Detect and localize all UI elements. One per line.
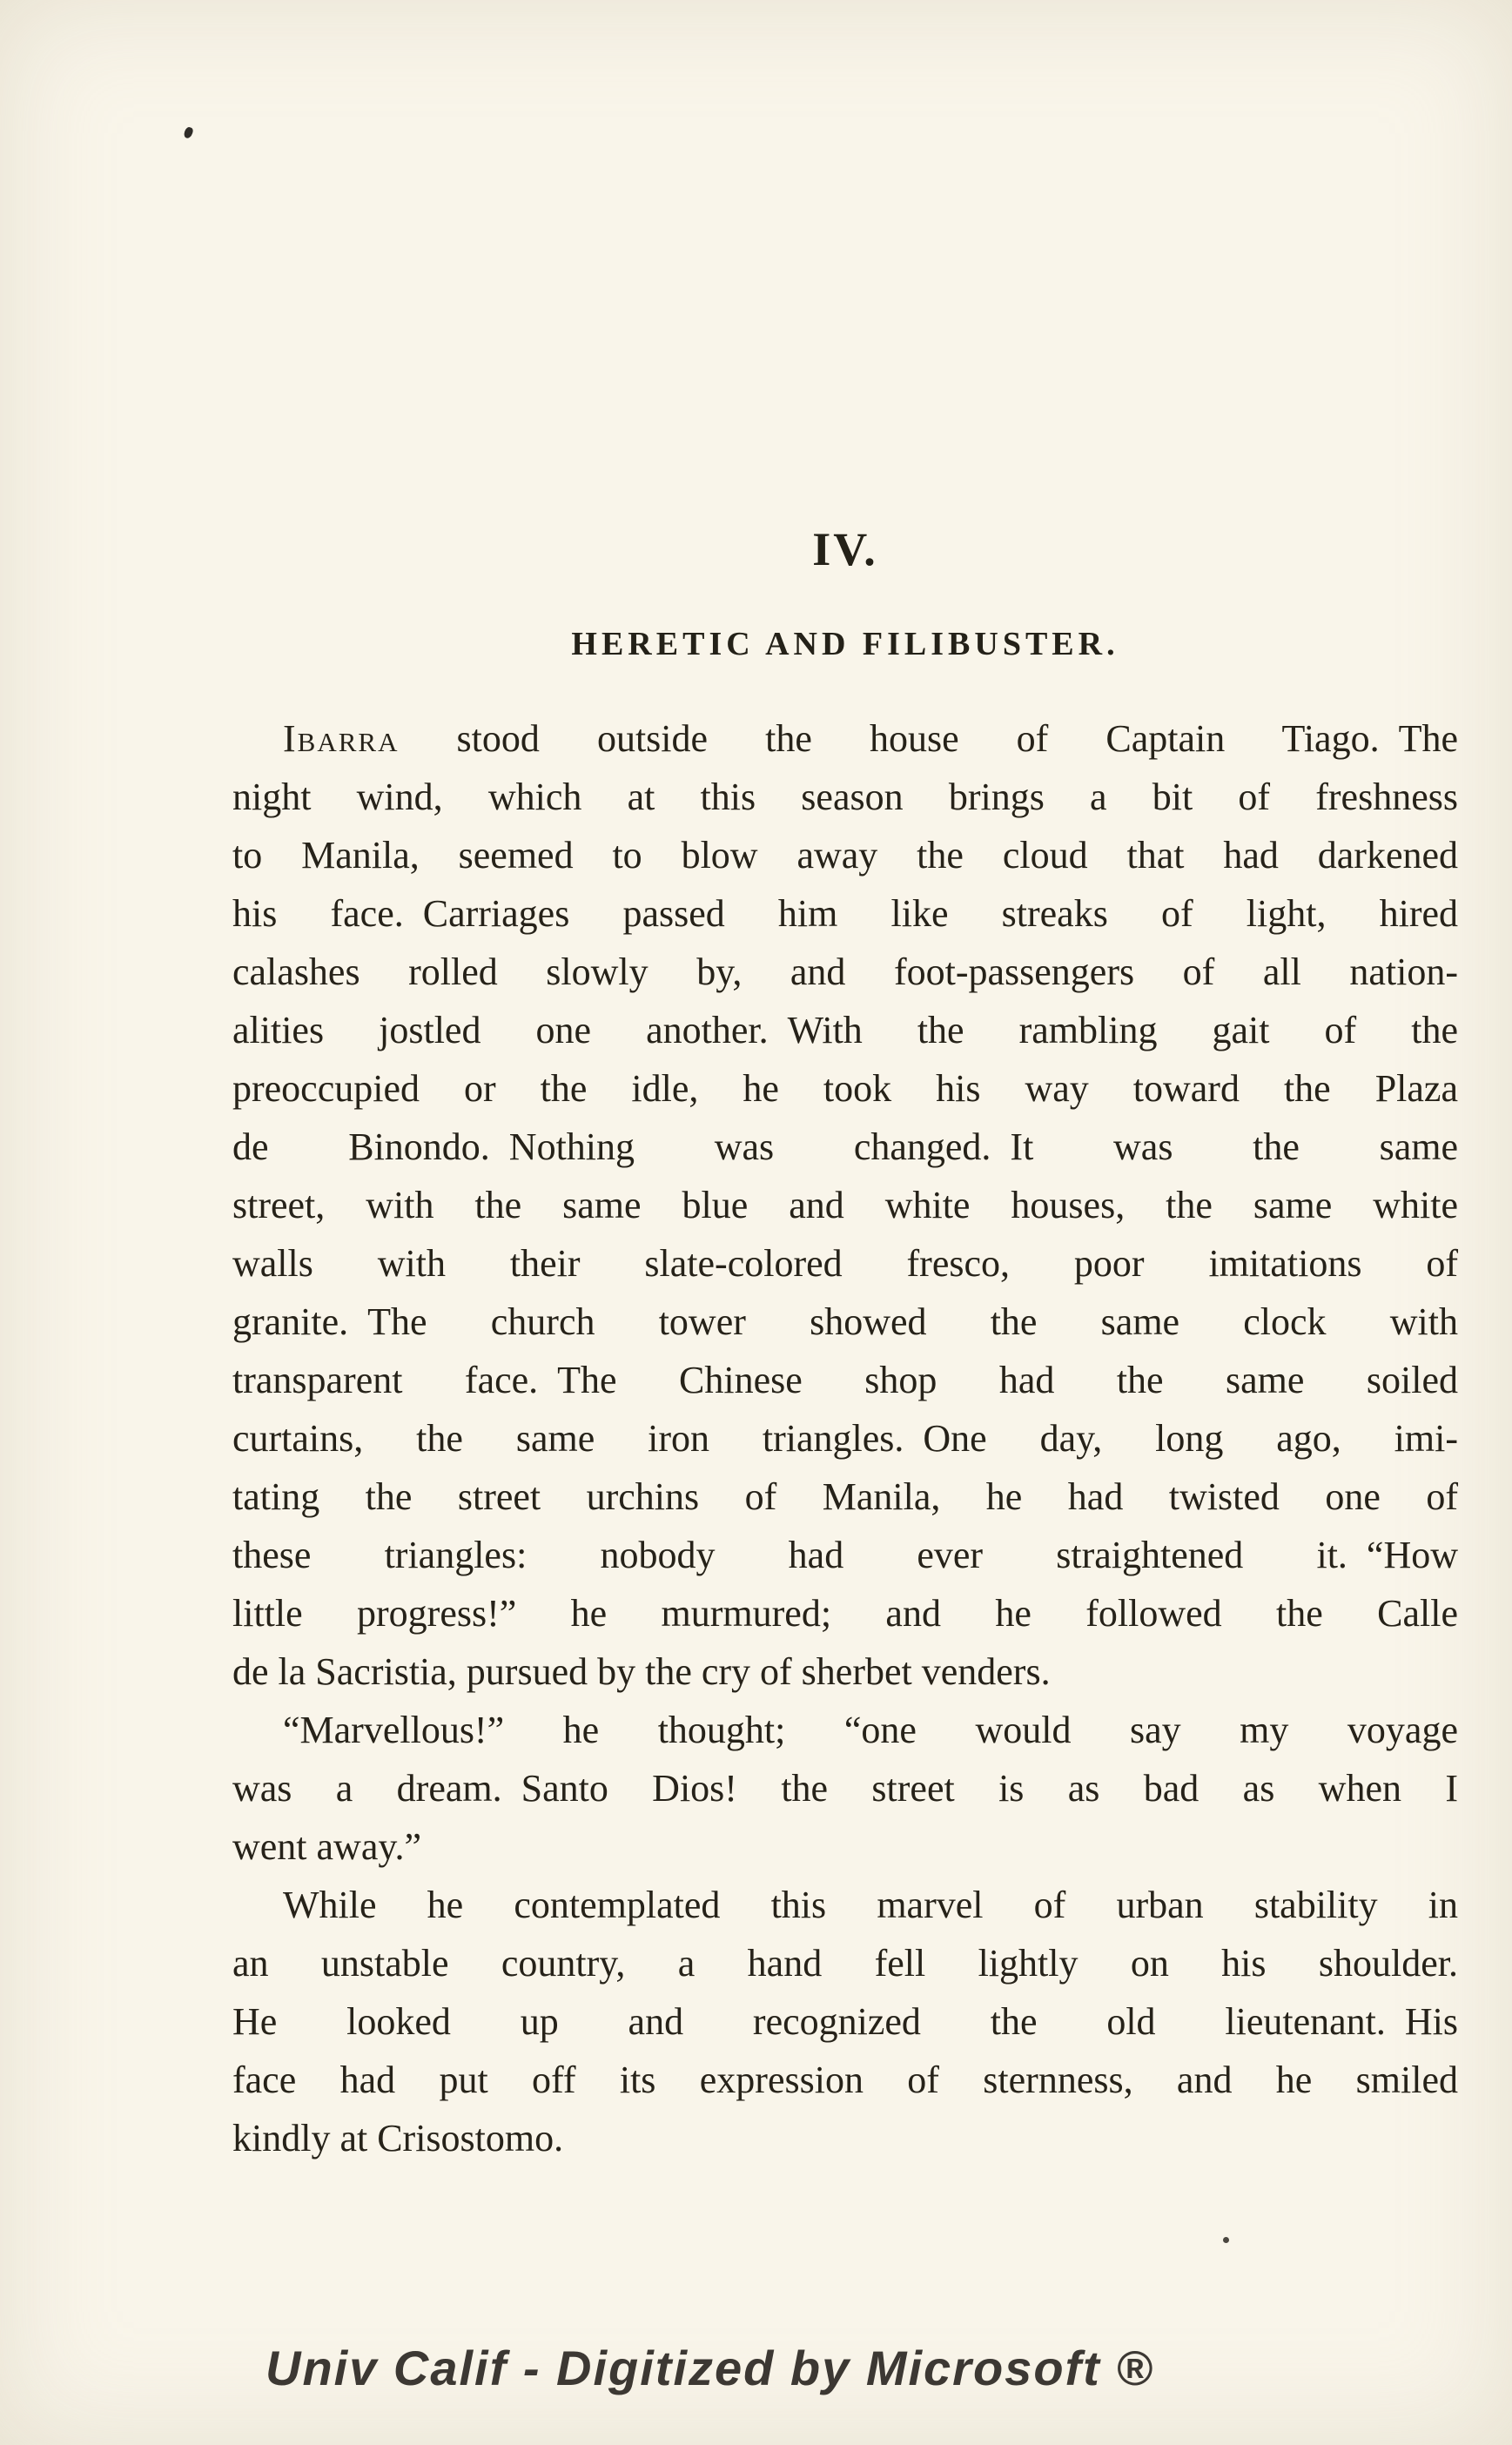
text-line: transparent face. The Chinese shop had the same soiled [232,1359,1458,1401]
text-line [232,709,1458,768]
text-line: these triangles: nobody had ever straightened it. “How [232,1534,1458,1576]
paragraph-3 [232,1876,1458,2167]
paragraph-2 [232,1701,1458,1876]
scan-dot-icon [1223,2237,1229,2243]
text-line: calashes rolled slowly by, and foot-passengers of all nation- [232,950,1458,993]
text-line: He looked up and recognized the old lieutenant. His [232,2000,1458,2043]
text-line: night wind, which at this season brings a bit of freshness [232,776,1458,818]
text-line: little progress!” he murmured; and he followed the Calle [232,1592,1458,1635]
text-block [232,709,1458,2167]
text-line: curtains, the same iron triangles. One day, long ago, imi- [232,1417,1458,1460]
text-line: alities jostled one another. With the rambling gait of the [232,1009,1458,1051]
lead-word: Ibarra [283,717,400,760]
paragraph-1 [232,709,1458,1701]
text-line: granite. The church tower showed the same clock with [232,1300,1458,1343]
text-line: an unstable country, a hand fell lightly on his shoulder. [232,1942,1458,1985]
text-line: de la Sacristia, pursued by the cry of sherbet venders. [232,1650,1051,1693]
text-line: de Binondo. Nothing was changed. It was the same [232,1125,1458,1168]
text-line: was a dream. Santo Dios! the street is as bad as when I [232,1767,1458,1810]
text-line: tating the street urchins of Manila, he had twisted one of [232,1475,1458,1518]
digitization-watermark: Univ Calif - Digitized by Microsoft ® [265,2341,1154,2395]
text-line: his face. Carriages passed him like streaks of light, hired [232,892,1458,935]
scan-speck-icon [183,126,194,139]
text-line: went away.” [232,1825,422,1868]
text-line: face had put off its expression of sternness, and he smiled [232,2059,1458,2101]
line-text: stood outside the house of Captain Tiago. The [399,717,1458,760]
text-line: While he contemplated this marvel of urban stability in [283,1884,1458,1926]
chapter-title: HERETIC AND FILIBUSTER. [571,626,1119,662]
text-line: “Marvellous!” he thought; “one would say my voyage [283,1709,1458,1751]
text-line: preoccupied or the idle, he took his way toward the Plaza [232,1067,1458,1110]
chapter-number: IV. [812,523,878,575]
text-line: street, with the same blue and white houses, the same white [232,1184,1458,1226]
text-line: walls with their slate-colored fresco, poor imitations of [232,1242,1458,1285]
text-line: kindly at Crisostomo. [232,2117,564,2160]
text-line: to Manila, seemed to blow away the cloud that had darkened [232,834,1458,877]
